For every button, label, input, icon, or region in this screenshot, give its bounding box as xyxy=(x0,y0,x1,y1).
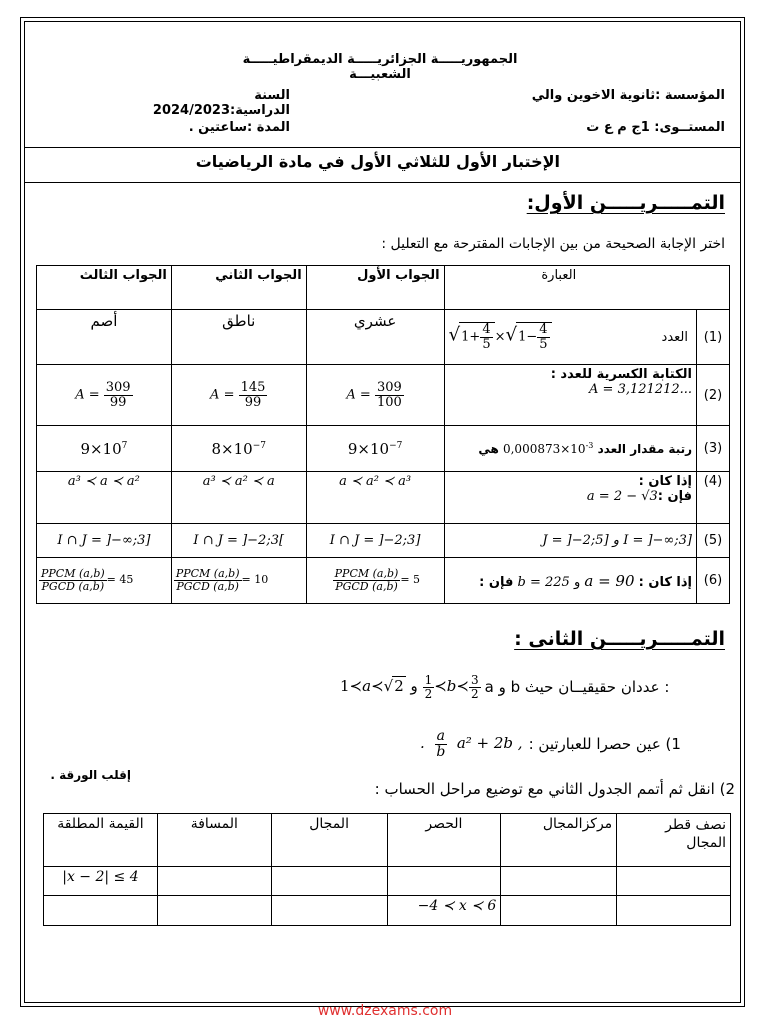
row6-number: (6) xyxy=(697,558,730,604)
row4-answer3: a³ ≺ a ≺ a² xyxy=(37,472,172,524)
row1-number: (1) xyxy=(697,310,730,365)
col-center: مركزالمجال xyxy=(501,814,617,867)
col-distance: المسافة xyxy=(157,814,271,867)
cell xyxy=(271,896,387,926)
row1-answer3: أصم xyxy=(37,310,172,365)
row1-expression xyxy=(444,310,696,365)
row2-number: (2) xyxy=(697,365,730,426)
table-row xyxy=(37,472,730,524)
header-answer3: الجواب الثالث xyxy=(37,266,172,310)
row5-answer3: I ∩ J = ]−∞;3] xyxy=(37,524,172,558)
row2-expression xyxy=(444,365,696,426)
table-row xyxy=(37,310,730,365)
cell xyxy=(617,896,731,926)
exercise2-table xyxy=(43,813,731,926)
cell xyxy=(157,867,271,896)
title-divider xyxy=(24,182,741,183)
exercise2-intro: a و b عددان حقيقيــان حيث : xyxy=(484,678,670,696)
cell xyxy=(157,896,271,926)
row6-answer2: $\frac{\text{PPCM (a,b)}}{\text{PGCD (a,b)}}$ = 10 xyxy=(171,558,306,604)
cell xyxy=(387,867,501,896)
cell xyxy=(271,867,387,896)
header-answer1: الجواب الأول xyxy=(306,266,444,310)
exam-title: الإختبار الأول للثلاثي الأول في مادة الرياضيات xyxy=(195,152,560,171)
col-absolute: القيمة المطلقة xyxy=(44,814,158,867)
row1-answer1: عشري xyxy=(306,310,444,365)
question2: 2) انقل ثم أتمم الجدول الثاني مع توضيع مراحل الحساب : xyxy=(374,780,735,798)
question1 xyxy=(420,724,735,764)
row3-answer1: $9\times 10^{-7}$ xyxy=(306,426,444,472)
row1-math: √1+ $\frac{4}{5}$ ×√1− $\frac{4}{5}$ xyxy=(449,322,552,351)
row6-answer1: $\frac{\text{PPCM (a,b)}}{\text{PGCD (a,b)}}$ = 5 xyxy=(306,558,444,604)
row4-answer2: a³ ≺ a² ≺ a xyxy=(171,472,306,524)
row6-answer3: $\frac{\text{PPCM (a,b)}}{\text{PGCD (a,b)}}$ = 45 xyxy=(37,558,172,604)
turn-page-note: إقلب الورقة . xyxy=(50,768,131,782)
row5-number: (5) xyxy=(697,524,730,558)
row4-number: (4) xyxy=(697,472,730,524)
table-header-row xyxy=(37,266,730,310)
question1-math: . $\frac{a}{b}$ a² + 2b , xyxy=(420,727,523,760)
school-name: المؤسسة :ثانوية الاخوين والي xyxy=(531,88,725,103)
row3-answer3: $9\times 10^7$ xyxy=(37,426,172,472)
level: المستــوى: 1ج م ع ت xyxy=(586,120,725,135)
table-row xyxy=(37,426,730,472)
table-row xyxy=(44,896,731,926)
col-interval: المجال xyxy=(271,814,387,867)
row4-then: فإن : xyxy=(657,489,693,504)
republic-title: الجمهوريـــــة الجزائريـــــة الديمقراطيـــــة الشعبيـــة xyxy=(242,52,518,82)
row4-expression xyxy=(444,472,696,524)
row4-answer1: a ≺ a² ≺ a³ xyxy=(306,472,444,524)
row5-expression: J = ]−2;5] و I = ]−∞;3] xyxy=(444,524,696,558)
row2-answer1: A = $\frac{309}{100}$ xyxy=(306,365,444,426)
cell xyxy=(617,867,731,896)
row1-answer2: ناطق xyxy=(171,310,306,365)
table-row xyxy=(37,524,730,558)
header-answer2: الجواب الثاني xyxy=(171,266,306,310)
duration: المدة :ساعتين . xyxy=(188,120,290,135)
exercise2-statement xyxy=(340,670,735,704)
cell xyxy=(44,896,158,926)
row3-answer2: $8\times 10^{-7}$ xyxy=(171,426,306,472)
table-row xyxy=(37,365,730,426)
row2-math: A = 3,121212... xyxy=(589,382,693,397)
cell-bounds: −4 ≺ x ≺ 6 xyxy=(387,896,501,926)
exercise1-instruction: اختر الإجابة الصحيحة من بين الإجابات المقترحة مع التعليل : xyxy=(381,236,725,252)
cell xyxy=(501,896,617,926)
row3-number: (3) xyxy=(697,426,730,472)
table-header-row xyxy=(44,814,731,867)
row2-answer3: A = $\frac{309}{99}$ xyxy=(37,365,172,426)
col-bounds: الحصر xyxy=(387,814,501,867)
exercise2-heading: التمـــــريـــــن الثانى : xyxy=(514,628,725,650)
cell xyxy=(501,867,617,896)
school-year: السنة الدراسية:2024/2023 xyxy=(152,88,290,118)
cell-absolute-value: |x − 2| ≤ 4 xyxy=(44,867,158,896)
row1-label: العدد xyxy=(661,329,689,345)
row2-label: الكتابة الكسرية للعدد : xyxy=(550,367,693,382)
exercise1-table xyxy=(36,265,730,604)
row4-label: إذا كان : xyxy=(638,474,693,489)
row3-expression: رتبة مقدار العدد $0,000873\times 10^{-3}$ هي xyxy=(444,426,696,472)
question1-text: 1) عين حصرا للعبارتين : xyxy=(528,735,681,753)
footer-watermark: www.dzexams.com xyxy=(317,1003,453,1019)
table-row xyxy=(44,867,731,896)
row4-math: a = 2 − √3 xyxy=(586,489,658,504)
exercise2-conditions: 1≺a≺√2 و $\frac{1}{2}$ ≺b≺ $\frac{3}{2}$ xyxy=(340,672,479,701)
header-divider xyxy=(24,147,741,148)
row5-answer2: I ∩ J = ]−2;3[ xyxy=(171,524,306,558)
row6-expression: إذا كان : a = 90 و b = 225 فإن : xyxy=(444,558,696,604)
header-expression: العبارة xyxy=(444,266,729,310)
row5-answer1: I ∩ J = ]−2;3] xyxy=(306,524,444,558)
row2-answer2: A = $\frac{145}{99}$ xyxy=(171,365,306,426)
col-radius: نصف قطر المجال xyxy=(617,814,731,867)
exercise1-heading: التمـــــريـــــن الأول: xyxy=(526,192,725,214)
table-row xyxy=(37,558,730,604)
